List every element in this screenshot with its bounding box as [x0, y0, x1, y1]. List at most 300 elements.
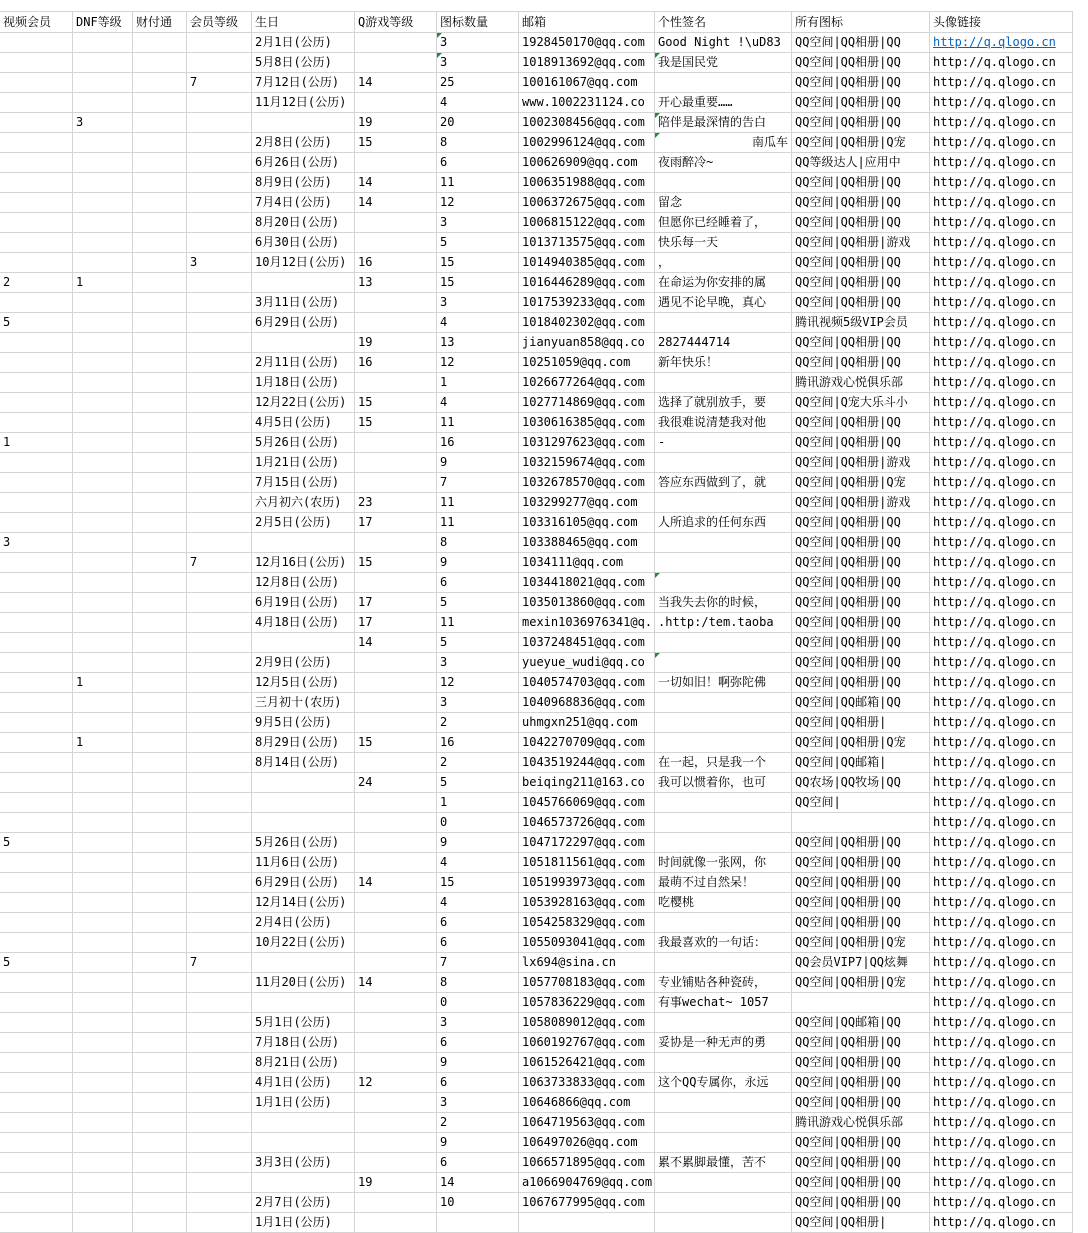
cell-b[interactable]: 4月18日(公历) — [252, 613, 355, 633]
cell-t[interactable] — [133, 93, 187, 113]
cell-b[interactable] — [252, 793, 355, 813]
cell-i[interactable]: QQ空间|QQ相册|QQ — [792, 1093, 930, 1113]
cell-e[interactable]: 1032159674@qq.com — [519, 453, 655, 473]
cell-s[interactable] — [655, 1133, 792, 1153]
cell-e[interactable]: 1031297623@qq.com — [519, 433, 655, 453]
cell-e[interactable]: 1058089012@qq.com — [519, 1013, 655, 1033]
cell-d[interactable] — [73, 533, 133, 553]
cell-e[interactable]: 1017539233@qq.com — [519, 293, 655, 313]
cell-d[interactable] — [73, 753, 133, 773]
cell-l[interactable]: http://q.qlogo.cn — [930, 233, 1073, 253]
cell-e[interactable]: 1026677264@qq.com — [519, 373, 655, 393]
cell-b[interactable]: 1月1日(公历) — [252, 1093, 355, 1113]
cell-c[interactable]: 15 — [437, 253, 519, 273]
cell-c[interactable]: 6 — [437, 573, 519, 593]
cell-b[interactable]: 5月26日(公历) — [252, 833, 355, 853]
cell-e[interactable]: 103299277@qq.com — [519, 493, 655, 513]
cell-m[interactable] — [187, 633, 252, 653]
cell-b[interactable]: 2月11日(公历) — [252, 353, 355, 373]
cell-c[interactable]: 3 — [437, 693, 519, 713]
cell-q[interactable] — [355, 473, 437, 493]
cell-s[interactable] — [655, 653, 792, 673]
cell-m[interactable] — [187, 1013, 252, 1033]
cell-c[interactable]: 12 — [437, 353, 519, 373]
cell-e[interactable]: 1051811561@qq.com — [519, 853, 655, 873]
cell-c[interactable]: 8 — [437, 973, 519, 993]
cell-d[interactable] — [73, 1093, 133, 1113]
cell-d[interactable] — [73, 433, 133, 453]
cell-i[interactable]: QQ空间|QQ相册|Q宠 — [792, 973, 930, 993]
cell-e[interactable]: 1014940385@qq.com — [519, 253, 655, 273]
cell-b[interactable]: 12月8日(公历) — [252, 573, 355, 593]
cell-e[interactable]: 1040968836@qq.com — [519, 693, 655, 713]
cell-v[interactable] — [0, 1213, 73, 1233]
cell-i[interactable]: QQ空间|QQ相册|Q宠 — [792, 933, 930, 953]
cell-l[interactable]: http://q.qlogo.cn — [930, 913, 1073, 933]
cell-e[interactable]: 1016446289@qq.com — [519, 273, 655, 293]
cell-b[interactable] — [252, 333, 355, 353]
cell-c[interactable]: 4 — [437, 893, 519, 913]
cell-v[interactable] — [0, 993, 73, 1013]
cell-l[interactable]: http://q.qlogo.cn — [930, 253, 1073, 273]
cell-c[interactable]: 9 — [437, 553, 519, 573]
cell-l[interactable]: http://q.qlogo.cn — [930, 113, 1073, 133]
cell-b[interactable] — [252, 1133, 355, 1153]
cell-m[interactable] — [187, 33, 252, 53]
cell-q[interactable]: 13 — [355, 273, 437, 293]
cell-c[interactable]: 3 — [437, 1093, 519, 1113]
cell-c[interactable]: 1 — [437, 373, 519, 393]
cell-d[interactable] — [73, 773, 133, 793]
cell-s[interactable]: .http:/tem.taoba — [655, 613, 792, 633]
cell-e[interactable]: 1063733833@qq.com — [519, 1073, 655, 1093]
cell-e[interactable]: 1006372675@qq.com — [519, 193, 655, 213]
cell-c[interactable]: 8 — [437, 533, 519, 553]
cell-s[interactable] — [655, 493, 792, 513]
cell-i[interactable]: QQ空间|QQ相册|QQ — [792, 413, 930, 433]
cell-s[interactable]: 夜雨醉冷~ — [655, 153, 792, 173]
cell-l[interactable]: http://q.qlogo.cn — [930, 833, 1073, 853]
cell-v[interactable] — [0, 33, 73, 53]
column-header-t[interactable]: 财付通 — [133, 12, 187, 33]
cell-v[interactable] — [0, 1173, 73, 1193]
cell-d[interactable] — [73, 333, 133, 353]
cell-c[interactable]: 11 — [437, 413, 519, 433]
cell-i[interactable]: QQ空间|QQ相册|QQ — [792, 213, 930, 233]
cell-t[interactable] — [133, 1073, 187, 1093]
cell-l[interactable]: http://q.qlogo.cn — [930, 393, 1073, 413]
cell-l[interactable]: http://q.qlogo.cn — [930, 273, 1073, 293]
cell-c[interactable]: 15 — [437, 873, 519, 893]
cell-l[interactable]: http://q.qlogo.cn — [930, 1193, 1073, 1213]
cell-i[interactable]: QQ空间|QQ相册|游戏 — [792, 453, 930, 473]
cell-s[interactable]: 最萌不过自然呆！ — [655, 873, 792, 893]
cell-d[interactable] — [73, 1193, 133, 1213]
cell-v[interactable] — [0, 633, 73, 653]
cell-q[interactable] — [355, 1133, 437, 1153]
cell-i[interactable]: 腾讯视频5级VIP会员 — [792, 313, 930, 333]
cell-t[interactable] — [133, 973, 187, 993]
cell-c[interactable]: 0 — [437, 813, 519, 833]
cell-l[interactable]: http://q.qlogo.cn — [930, 693, 1073, 713]
cell-b[interactable]: 8月21日(公历) — [252, 1053, 355, 1073]
cell-v[interactable]: 5 — [0, 833, 73, 853]
cell-e[interactable]: 106497026@qq.com — [519, 1133, 655, 1153]
cell-q[interactable] — [355, 33, 437, 53]
cell-b[interactable]: 8月9日(公历) — [252, 173, 355, 193]
cell-t[interactable] — [133, 493, 187, 513]
cell-v[interactable] — [0, 1073, 73, 1093]
cell-d[interactable] — [73, 1133, 133, 1153]
cell-d[interactable] — [73, 133, 133, 153]
cell-t[interactable] — [133, 293, 187, 313]
cell-v[interactable] — [0, 1153, 73, 1173]
cell-q[interactable]: 14 — [355, 873, 437, 893]
cell-v[interactable] — [0, 53, 73, 73]
cell-c[interactable]: 16 — [437, 733, 519, 753]
column-header-l[interactable]: 头像链接 — [930, 12, 1073, 33]
cell-t[interactable] — [133, 953, 187, 973]
cell-d[interactable] — [73, 1113, 133, 1133]
cell-l[interactable]: http://q.qlogo.cn — [930, 373, 1073, 393]
cell-s[interactable] — [655, 1113, 792, 1133]
cell-m[interactable]: 7 — [187, 953, 252, 973]
cell-q[interactable] — [355, 1153, 437, 1173]
cell-t[interactable] — [133, 353, 187, 373]
cell-t[interactable] — [133, 573, 187, 593]
cell-t[interactable] — [133, 433, 187, 453]
cell-m[interactable] — [187, 1053, 252, 1073]
cell-c[interactable]: 10 — [437, 1193, 519, 1213]
cell-c[interactable]: 12 — [437, 673, 519, 693]
cell-c[interactable]: 11 — [437, 493, 519, 513]
cell-t[interactable] — [133, 513, 187, 533]
cell-t[interactable] — [133, 453, 187, 473]
cell-v[interactable] — [0, 933, 73, 953]
cell-c[interactable]: 6 — [437, 153, 519, 173]
cell-e[interactable]: jianyuan858@qq.co — [519, 333, 655, 353]
cell-e[interactable]: www.1002231124.co — [519, 93, 655, 113]
cell-m[interactable]: 3 — [187, 253, 252, 273]
cell-q[interactable]: 15 — [355, 733, 437, 753]
cell-b[interactable]: 1月1日(公历) — [252, 1213, 355, 1233]
cell-s[interactable]: 累不累脚最懂，苦不 — [655, 1153, 792, 1173]
cell-m[interactable] — [187, 773, 252, 793]
cell-m[interactable] — [187, 873, 252, 893]
cell-i[interactable]: QQ空间|QQ相册|QQ — [792, 1033, 930, 1053]
cell-b[interactable] — [252, 633, 355, 653]
cell-d[interactable] — [73, 233, 133, 253]
cell-c[interactable]: 16 — [437, 433, 519, 453]
cell-b[interactable]: 2月5日(公历) — [252, 513, 355, 533]
cell-m[interactable] — [187, 1093, 252, 1113]
cell-q[interactable] — [355, 373, 437, 393]
cell-b[interactable]: 7月4日(公历) — [252, 193, 355, 213]
cell-e[interactable]: 10646866@qq.com — [519, 1093, 655, 1113]
cell-l[interactable]: http://q.qlogo.cn — [930, 1053, 1073, 1073]
cell-c[interactable]: 6 — [437, 933, 519, 953]
cell-m[interactable] — [187, 493, 252, 513]
cell-b[interactable] — [252, 813, 355, 833]
cell-m[interactable] — [187, 393, 252, 413]
cell-d[interactable] — [73, 793, 133, 813]
cell-q[interactable]: 14 — [355, 633, 437, 653]
cell-q[interactable] — [355, 93, 437, 113]
cell-i[interactable]: QQ空间|QQ邮箱|QQ — [792, 1013, 930, 1033]
cell-i[interactable]: QQ空间|QQ相册|QQ — [792, 893, 930, 913]
cell-b[interactable]: 12月16日(公历) — [252, 553, 355, 573]
cell-c[interactable]: 15 — [437, 273, 519, 293]
cell-i[interactable]: QQ空间|QQ相册|Q宠 — [792, 733, 930, 753]
cell-s[interactable] — [655, 1093, 792, 1113]
cell-s[interactable] — [655, 833, 792, 853]
cell-i[interactable]: QQ空间|QQ相册|QQ — [792, 613, 930, 633]
cell-t[interactable] — [133, 893, 187, 913]
cell-s[interactable] — [655, 713, 792, 733]
cell-q[interactable] — [355, 573, 437, 593]
cell-t[interactable] — [133, 373, 187, 393]
cell-d[interactable] — [73, 593, 133, 613]
cell-l[interactable]: http://q.qlogo.cn — [930, 1033, 1073, 1053]
cell-l[interactable]: http://q.qlogo.cn — [930, 753, 1073, 773]
cell-m[interactable] — [187, 1113, 252, 1133]
cell-c[interactable]: 9 — [437, 453, 519, 473]
cell-b[interactable]: 2月9日(公历) — [252, 653, 355, 673]
cell-i[interactable]: QQ空间|QQ相册|QQ — [792, 273, 930, 293]
cell-q[interactable] — [355, 893, 437, 913]
cell-i[interactable]: QQ空间|QQ相册|QQ — [792, 833, 930, 853]
cell-c[interactable]: 7 — [437, 473, 519, 493]
cell-s[interactable]: 新年快乐！ — [655, 353, 792, 373]
cell-m[interactable] — [187, 713, 252, 733]
cell-l[interactable]: http://q.qlogo.cn — [930, 853, 1073, 873]
cell-q[interactable] — [355, 953, 437, 973]
cell-l[interactable]: http://q.qlogo.cn — [930, 1073, 1073, 1093]
cell-s[interactable]: 我可以惯着你，也可 — [655, 773, 792, 793]
cell-v[interactable] — [0, 813, 73, 833]
cell-i[interactable]: QQ空间|QQ相册|QQ — [792, 193, 930, 213]
cell-s[interactable] — [655, 573, 792, 593]
cell-m[interactable] — [187, 53, 252, 73]
cell-c[interactable]: 5 — [437, 233, 519, 253]
cell-t[interactable] — [133, 613, 187, 633]
cell-q[interactable] — [355, 1093, 437, 1113]
cell-m[interactable] — [187, 453, 252, 473]
cell-s[interactable] — [655, 633, 792, 653]
cell-m[interactable] — [187, 213, 252, 233]
cell-t[interactable] — [133, 533, 187, 553]
cell-l[interactable]: http://q.qlogo.cn — [930, 973, 1073, 993]
cell-e[interactable]: 1928450170@qq.com — [519, 33, 655, 53]
cell-b[interactable]: 12月22日(公历) — [252, 393, 355, 413]
cell-m[interactable] — [187, 1173, 252, 1193]
cell-b[interactable]: 4月5日(公历) — [252, 413, 355, 433]
cell-q[interactable] — [355, 713, 437, 733]
column-header-m[interactable]: 会员等级 — [187, 12, 252, 33]
cell-e[interactable]: 1053928163@qq.com — [519, 893, 655, 913]
cell-d[interactable] — [73, 573, 133, 593]
cell-e[interactable]: 1006815122@qq.com — [519, 213, 655, 233]
cell-d[interactable] — [73, 1033, 133, 1053]
cell-m[interactable] — [187, 433, 252, 453]
cell-b[interactable] — [252, 533, 355, 553]
cell-q[interactable] — [355, 693, 437, 713]
cell-b[interactable]: 7月12日(公历) — [252, 73, 355, 93]
cell-s[interactable]: 答应东西做到了，就 — [655, 473, 792, 493]
cell-d[interactable] — [73, 313, 133, 333]
cell-i[interactable]: QQ空间|QQ相册|QQ — [792, 673, 930, 693]
cell-s[interactable] — [655, 373, 792, 393]
cell-t[interactable] — [133, 1033, 187, 1053]
cell-s[interactable] — [655, 1053, 792, 1073]
cell-q[interactable] — [355, 153, 437, 173]
cell-b[interactable]: 4月1日(公历) — [252, 1073, 355, 1093]
cell-q[interactable]: 14 — [355, 73, 437, 93]
cell-d[interactable] — [73, 993, 133, 1013]
cell-m[interactable] — [187, 153, 252, 173]
cell-b[interactable]: 6月29日(公历) — [252, 313, 355, 333]
cell-d[interactable] — [73, 653, 133, 673]
cell-q[interactable] — [355, 233, 437, 253]
cell-t[interactable] — [133, 193, 187, 213]
cell-b[interactable]: 7月18日(公历) — [252, 1033, 355, 1053]
cell-c[interactable]: 11 — [437, 613, 519, 633]
cell-d[interactable] — [73, 713, 133, 733]
cell-v[interactable] — [0, 133, 73, 153]
cell-d[interactable] — [73, 53, 133, 73]
cell-l[interactable]: http://q.qlogo.cn — [930, 1173, 1073, 1193]
cell-m[interactable] — [187, 413, 252, 433]
cell-s[interactable]: 有事wechat~ 1057 — [655, 993, 792, 1013]
cell-q[interactable]: 24 — [355, 773, 437, 793]
cell-i[interactable]: QQ空间|QQ相册|QQ — [792, 253, 930, 273]
cell-s[interactable]: ， — [655, 253, 792, 273]
cell-e[interactable]: a1066904769@qq.com — [519, 1173, 655, 1193]
cell-d[interactable] — [73, 513, 133, 533]
cell-i[interactable]: QQ空间|QQ相册|QQ — [792, 1173, 930, 1193]
cell-i[interactable]: QQ空间|QQ相册|QQ — [792, 173, 930, 193]
cell-t[interactable] — [133, 413, 187, 433]
cell-m[interactable] — [187, 733, 252, 753]
cell-q[interactable]: 17 — [355, 613, 437, 633]
cell-t[interactable] — [133, 753, 187, 773]
cell-c[interactable]: 4 — [437, 853, 519, 873]
cell-i[interactable]: QQ等级达人|应用中 — [792, 153, 930, 173]
cell-s[interactable] — [655, 313, 792, 333]
cell-s[interactable]: 人所追求的任何东西 — [655, 513, 792, 533]
cell-s[interactable]: 留念 — [655, 193, 792, 213]
cell-d[interactable] — [73, 893, 133, 913]
cell-e[interactable]: 1018402302@qq.com — [519, 313, 655, 333]
cell-q[interactable] — [355, 653, 437, 673]
cell-s[interactable]: 我很难说清楚我对他 — [655, 413, 792, 433]
cell-c[interactable]: 11 — [437, 513, 519, 533]
cell-m[interactable]: 7 — [187, 73, 252, 93]
cell-s[interactable]: 选择了就别放手，要 — [655, 393, 792, 413]
cell-q[interactable] — [355, 993, 437, 1013]
cell-l[interactable]: http://q.qlogo.cn — [930, 1113, 1073, 1133]
cell-t[interactable] — [133, 673, 187, 693]
cell-v[interactable] — [0, 653, 73, 673]
cell-c[interactable]: 3 — [437, 1013, 519, 1033]
cell-e[interactable]: 1034111@qq.com — [519, 553, 655, 573]
cell-s[interactable]: 快乐每一天 — [655, 233, 792, 253]
cell-i[interactable]: QQ空间|QQ相册|QQ — [792, 293, 930, 313]
cell-q[interactable] — [355, 813, 437, 833]
cell-s[interactable] — [655, 1013, 792, 1033]
cell-m[interactable] — [187, 113, 252, 133]
cell-v[interactable] — [0, 153, 73, 173]
cell-d[interactable] — [73, 353, 133, 373]
cell-t[interactable] — [133, 773, 187, 793]
cell-v[interactable] — [0, 353, 73, 373]
cell-d[interactable] — [73, 1173, 133, 1193]
cell-i[interactable]: QQ空间|QQ相册|QQ — [792, 553, 930, 573]
cell-d[interactable] — [73, 173, 133, 193]
column-header-v[interactable]: 视频会员 — [0, 12, 73, 33]
cell-b[interactable]: 11月12日(公历) — [252, 93, 355, 113]
cell-i[interactable]: QQ空间|QQ邮箱| — [792, 753, 930, 773]
cell-i[interactable]: QQ空间|QQ相册|QQ — [792, 513, 930, 533]
cell-q[interactable]: 14 — [355, 973, 437, 993]
cell-t[interactable] — [133, 1113, 187, 1133]
cell-d[interactable] — [73, 873, 133, 893]
cell-i[interactable] — [792, 993, 930, 1013]
cell-l[interactable]: http://q.qlogo.cn — [930, 413, 1073, 433]
cell-q[interactable] — [355, 53, 437, 73]
cell-l[interactable]: http://q.qlogo.cn — [930, 1093, 1073, 1113]
cell-v[interactable] — [0, 73, 73, 93]
cell-i[interactable]: QQ空间|QQ相册|QQ — [792, 1193, 930, 1213]
cell-d[interactable]: 3 — [73, 113, 133, 133]
cell-v[interactable] — [0, 613, 73, 633]
cell-l[interactable]: http://q.qlogo.cn — [930, 473, 1073, 493]
cell-m[interactable] — [187, 793, 252, 813]
cell-m[interactable] — [187, 933, 252, 953]
cell-c[interactable]: 4 — [437, 93, 519, 113]
cell-s[interactable] — [655, 1193, 792, 1213]
cell-d[interactable] — [73, 73, 133, 93]
cell-b[interactable] — [252, 1173, 355, 1193]
cell-l[interactable]: http://q.qlogo.cn — [930, 513, 1073, 533]
cell-e[interactable]: 1061526421@qq.com — [519, 1053, 655, 1073]
cell-l[interactable]: http://q.qlogo.cn — [930, 893, 1073, 913]
cell-e[interactable]: 1037248451@qq.com — [519, 633, 655, 653]
cell-d[interactable]: 1 — [73, 733, 133, 753]
cell-d[interactable] — [73, 913, 133, 933]
cell-i[interactable]: QQ会员VIP7|QQ炫舞 — [792, 953, 930, 973]
cell-c[interactable]: 6 — [437, 1033, 519, 1053]
cell-t[interactable] — [133, 1013, 187, 1033]
cell-t[interactable] — [133, 233, 187, 253]
cell-l[interactable]: http://q.qlogo.cn — [930, 573, 1073, 593]
cell-t[interactable] — [133, 153, 187, 173]
cell-b[interactable]: 8月14日(公历) — [252, 753, 355, 773]
cell-i[interactable] — [792, 813, 930, 833]
cell-e[interactable]: 100161067@qq.com — [519, 73, 655, 93]
cell-e[interactable]: yueyue_wudi@qq.co — [519, 653, 655, 673]
cell-m[interactable] — [187, 593, 252, 613]
cell-m[interactable] — [187, 313, 252, 333]
cell-v[interactable] — [0, 293, 73, 313]
cell-i[interactable]: 腾讯游戏心悦俱乐部 — [792, 1113, 930, 1133]
cell-m[interactable] — [187, 573, 252, 593]
cell-m[interactable]: 7 — [187, 553, 252, 573]
cell-s[interactable]: 我最喜欢的一句话： — [655, 933, 792, 953]
cell-c[interactable]: 13 — [437, 333, 519, 353]
cell-v[interactable] — [0, 233, 73, 253]
cell-e[interactable]: 1057708183@qq.com — [519, 973, 655, 993]
